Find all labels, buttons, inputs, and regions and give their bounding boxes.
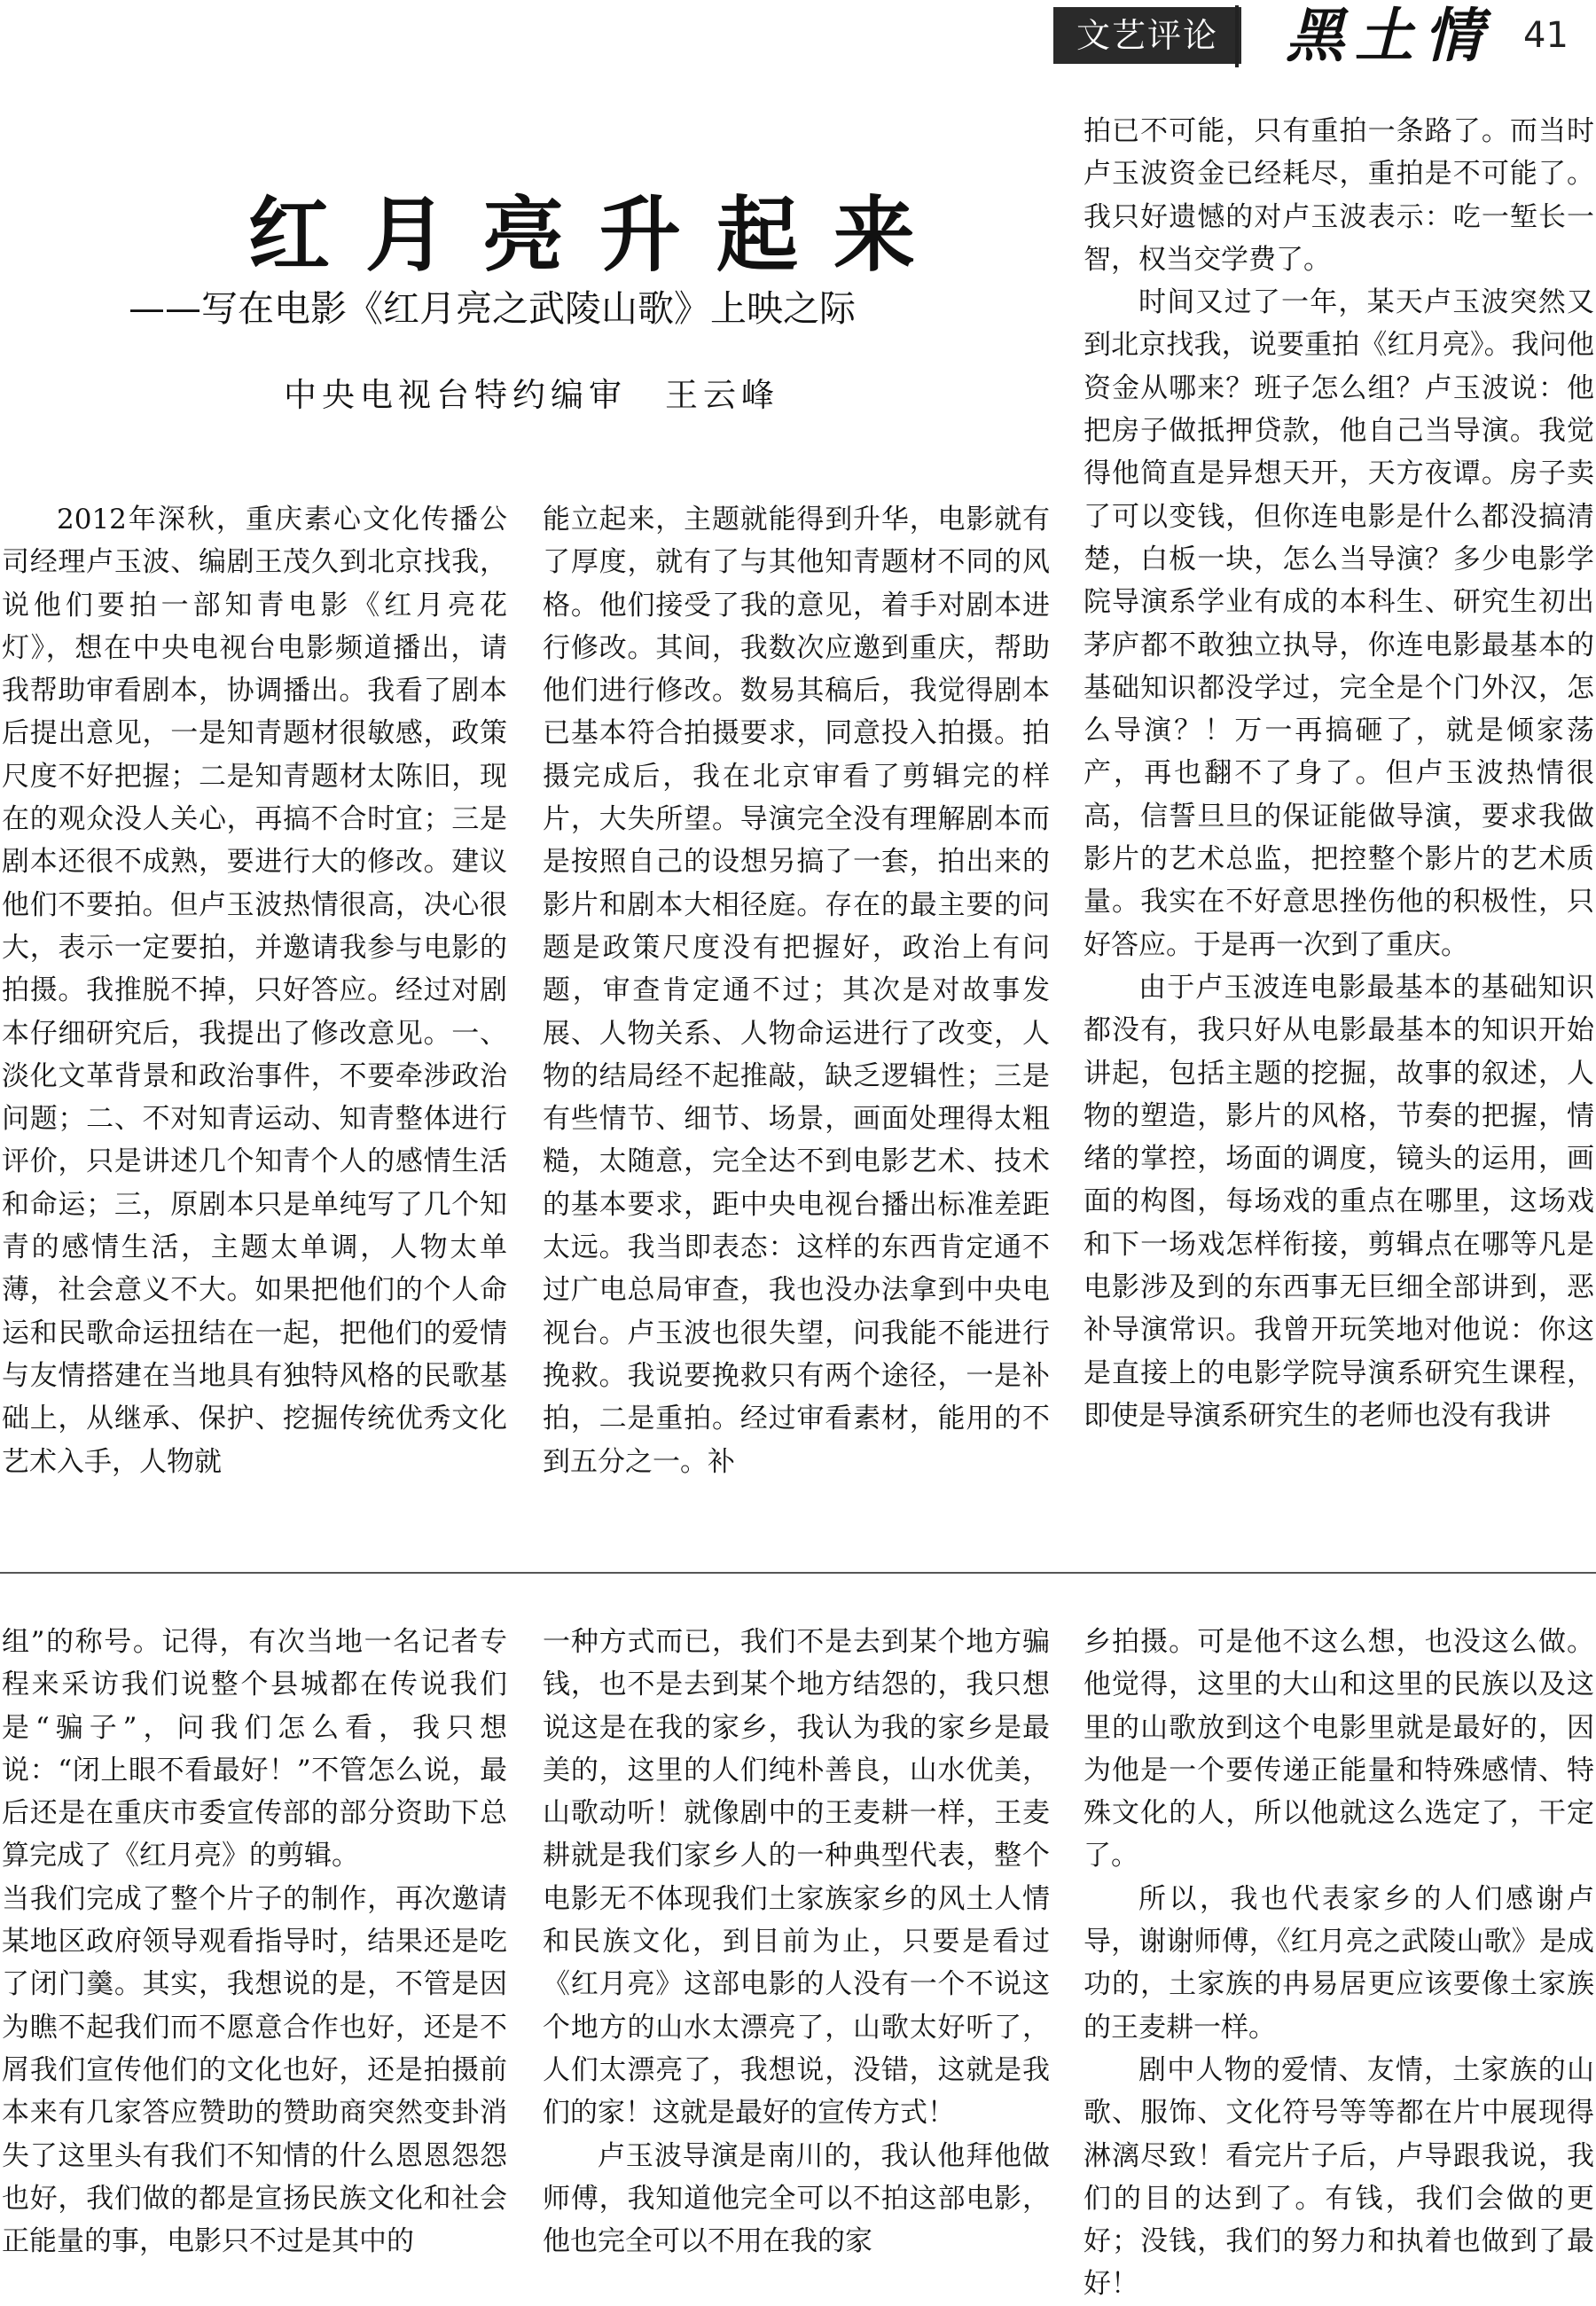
upper-column-3 xyxy=(1084,110,1594,1437)
lower-column-1 xyxy=(2,1621,507,2263)
header-divider xyxy=(1235,5,1239,67)
paragraph: 组”的称号。记得，有次当地一名记者专程来采访我们说整个县城都在传说我们是“骗子”，问我们怎么看，我只想说：“闭上眼不看最好！”不管怎么说，最后还是在重庆市委宣传部的部分资助下总算完成了《红月亮》的剪辑。 xyxy=(2,1626,507,1872)
upper-column-1 xyxy=(2,498,507,1483)
lower-column-3 xyxy=(1084,1621,1594,2306)
paragraph: 剧中人物的爱情、友情，土家族的山歌、服饰、文化符号等等都在片中展现得淋漓尽致！看完片子后，卢导跟我说，我们的目的达到了。有钱，我们会做的更好；没钱，我们的努力和执着也做到了最好！ xyxy=(1084,2053,1594,2301)
paragraph: 所以，我也代表家乡的人们感谢卢导，谢谢师傅，《红月亮之武陵山歌》是成功的，土家族的冉易居更应该要像土家族的王麦耕一样。 xyxy=(1084,1882,1594,2044)
paragraph: 卢玉波导演是南川的，我认他拜他做师傅，我知道他完全可以不拍这部电影，他也完全可以不用在我的家 xyxy=(543,2139,1050,2258)
article-title: 红月亮升起来 xyxy=(248,187,951,283)
section-label: 文艺评论 xyxy=(1053,7,1241,64)
magazine-title: 黑土情 xyxy=(1286,1,1493,70)
paragraph: 当我们完成了整个片子的制作，再次邀请某地区政府领导观看指导时，结果还是吃了闭门羹。其实，我想说的是，不管是因为瞧不起我们而不愿意合作也好，还是不屑我们宣传他们的文化也好，还是拍摄前本来有几家答应赞助的赞助商突然变卦消失了这里头有我们不知情的什么恩恩怨怨也好，我们做的都是宣扬民族文化和社会正能量的事，电影只不过是其中的 xyxy=(2,1882,507,2258)
article-author: 中央电视台特约编审 王云峰 xyxy=(284,376,779,414)
upper-column-2 xyxy=(543,498,1050,1483)
section-divider xyxy=(0,1572,1596,1574)
article-subtitle: ——写在电影《红月亮之武陵山歌》上映之际 xyxy=(129,287,856,330)
paragraph: 时间又过了一年，某天卢玉波突然又到北京找我，说要重拍《红月亮》。我问他资金从哪来？班子怎么组？卢玉波说：他把房子做抵押贷款，他自己当导演。我觉得他简直是异想天开，天方夜谭。房子卖了可以变钱，但你连电影是什么都没搞清楚，白板一块，怎么当导演？多少电影学院导演系学业有成的本科生、研究生初出茅庐都不敢独立执导，你连电影最基本的基础知识都没学过，完全是个门外汉，怎么导演？！万一再搞砸了，就是倾家荡产，再也翻不了身了。但卢玉波热情很高，信誓旦旦的保证能做导演，要求我做影片的艺术总监，把控整个影片的艺术质量。我实在不好意思挫伤他的积极性，只好答应。于是再一次到了重庆。 xyxy=(1084,286,1594,961)
lower-column-2 xyxy=(543,1621,1050,2263)
paragraph: 拍已不可能，只有重拍一条路了。而当时卢玉波资金已经耗尽，重拍是不可能了。我只好遗憾的对卢玉波表示：吃一堑长一智，权当交学费了。 xyxy=(1084,115,1594,276)
paragraph: 2012年深秋，重庆素心文化传播公司经理卢玉波、编剧王茂久到北京找我，说他们要拍一部知青电影《红月亮花灯》，想在中央电视台电影频道播出，请我帮助审看剧本，协调播出。我看了剧本后提出意见，一是知青题材很敏感，政策尺度不好把握；二是知青题材太陈旧，现在的观众没人关心，再搞不合时宜；三是剧本还很不成熟，要进行大的修改。建议他们不要拍。但卢玉波热情很高，决心很大，表示一定要拍，并邀请我参与电影的拍摄。我推脱不掉，只好答应。经过对剧本仔细研究后，我提出了修改意见。一、淡化文革背景和政治事件，不要牵涉政治问题；二、不对知青运动、知青整体进行评价，只是讲述几个知青个人的感情生活和命运；三，原剧本只是单纯写了几个知青的感情生活，主题太单调，人物太单薄，社会意义不大。如果把他们的个人命运和民歌命运扭结在一起，把他们的爱情与友情搭建在当地具有独特风格的民歌基础上，从继承、保护、挖掘传统优秀文化艺术入手，人物就 xyxy=(2,504,507,1478)
page-number: 41 xyxy=(1523,15,1569,56)
paragraph: 能立起来，主题就能得到升华，电影就有了厚度，就有了与其他知青题材不同的风格。他们接受了我的意见，着手对剧本进行修改。其间，我数次应邀到重庆，帮助他们进行修改。数易其稿后，我觉得剧本已基本符合拍摄要求，同意投入拍摄。拍摄完成后，我在北京审看了剪辑完的样片，大失所望。导演完全没有理解剧本而是按照自己的设想另搞了一套，拍出来的影片和剧本大相径庭。存在的最主要的问题是政策尺度没有把握好，政治上有问题，审查肯定通不过；其次是对故事发展、人物关系、人物命运进行了改变，人物的结局经不起推敲，缺乏逻辑性；三是有些情节、细节、场景，画面处理得太粗糙，太随意，完全达不到电影艺术、技术的基本要求，距中央电视台播出标准差距太远。我当即表态：这样的东西肯定通不过广电总局审查，我也没办法拿到中央电视台。卢玉波也很失望，问我能不能进行挽救。我说要挽救只有两个途径，一是补拍，二是重拍。经过审看素材，能用的不到五分之一。补 xyxy=(543,504,1050,1478)
paragraph: 乡拍摄。可是他不这么想，也没这么做。他觉得，这里的大山和这里的民族以及这里的山歌放到这个电影里就是最好的，因为他是一个要传递正能量和特殊感情、特殊文化的人，所以他就这么选定了，干定了。 xyxy=(1084,1626,1594,1872)
paragraph: 一种方式而已，我们不是去到某个地方骗钱，也不是去到某个地方结怨的，我只想说这是在我的家乡，我认为我的家乡是最美的，这里的人们纯朴善良，山水优美，山歌动听！就像剧中的王麦耕一样，王麦耕就是我们家乡人的一种典型代表，整个电影无不体现我们土家族家乡的风土人情和民族文化，到目前为止，只要是看过《红月亮》这部电影的人没有一个不说这个地方的山水太漂亮了，山歌太好听了，人们太漂亮了，我想说，没错，这就是我们的家！这就是最好的宣传方式！ xyxy=(543,1626,1050,2130)
paragraph: 由于卢玉波连电影最基本的基础知识都没有，我只好从电影最基本的知识开始讲起，包括主题的挖掘，故事的叙述，人物的塑造，影片的风格，节奏的把握，情绪的掌控，场面的调度，镜头的运用，画面的构图，每场戏的重点在哪里，这场戏和下一场戏怎样衔接，剪辑点在哪等凡是电影涉及到的东西事无巨细全部讲到，恶补导演常识。我曾开玩笑地对他说：你这是直接上的电影学院导演系研究生课程，即使是导演系研究生的老师也没有我讲 xyxy=(1084,971,1594,1432)
